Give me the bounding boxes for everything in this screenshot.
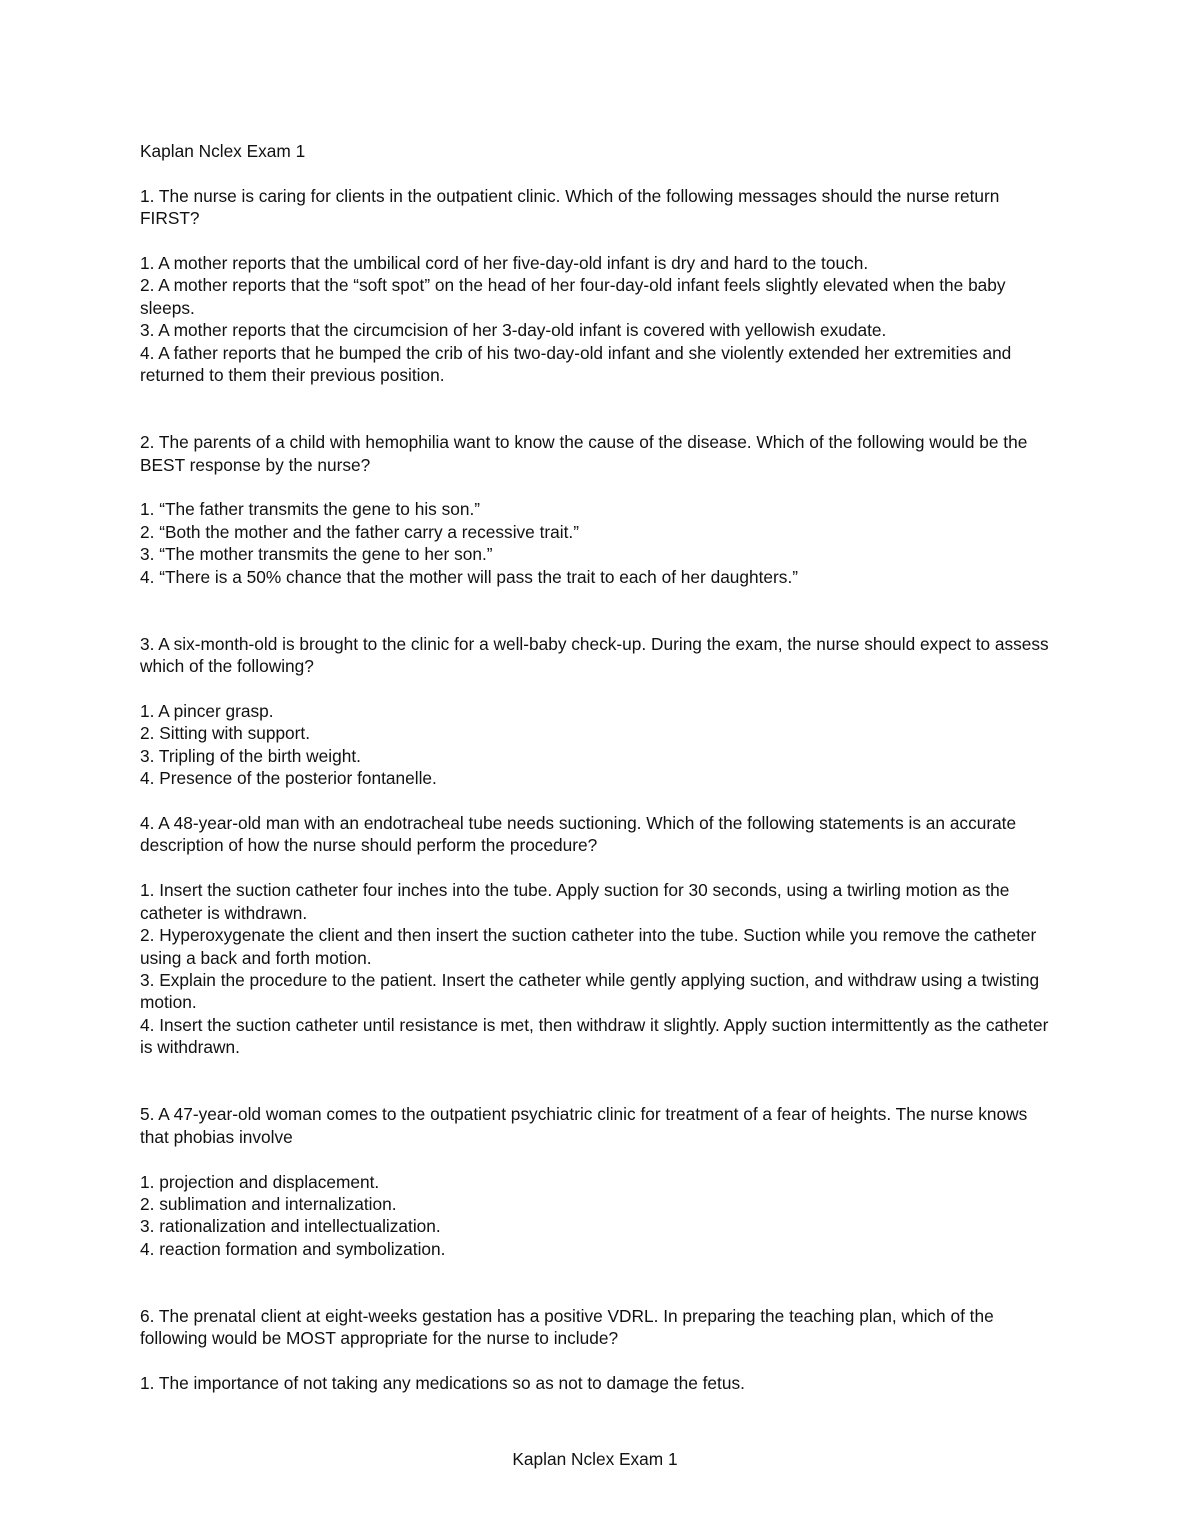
page-footer: Kaplan Nclex Exam 1 [512,1449,678,1469]
answer-options [140,252,1050,386]
answer-option: 2. “Both the mother and the father carry a recessive trait.” [140,521,579,542]
answer-option: 2. Sitting with support. [140,723,311,744]
answer-option: 2. sublimation and internalization. [140,1193,397,1214]
answer-option: 3. Tripling of the birth weight. [140,745,361,766]
answer-option: 1. Insert the suction catheter four inches into the tube. Apply suction for 30 seconds, using a twirling motion as the catheter is withdrawn. [140,880,1010,923]
page-content [140,140,1050,1395]
question-5 [140,1103,1050,1260]
answer-option: 4. “There is a 50% chance that the mother will pass the trait to each of her daughters.” [140,566,798,587]
answer-option: 1. A pincer grasp. [140,701,274,722]
spacer [140,790,1050,812]
answer-option: 3. “The mother transmits the gene to her son.” [140,544,493,565]
question-stem: 4. A 48-year-old man with an endotracheal tube needs suctioning. Which of the following statements is an accurate description of how the nurse should perform the procedure? [140,813,1017,856]
answer-option: 4. reaction formation and symbolization. [140,1238,446,1259]
answer-option: 1. A mother reports that the umbilical cord of her five-day-old infant is dry and hard to the touch. [140,253,869,273]
question-3 [140,633,1050,790]
question-stem: 6. The prenatal client at eight-weeks gestation has a positive VDRL. In preparing the teaching plan, which of the following would be MOST appropriate for the nurse to include? [140,1305,994,1349]
answer-options [140,879,1050,1058]
answer-option: 1. projection and displacement. [140,1171,380,1192]
question-6 [140,1305,1050,1395]
question-2 [140,431,1050,588]
spacer [140,588,1050,633]
answer-option: 1. “The father transmits the gene to his son.” [140,499,481,520]
answer-option: 2. A mother reports that the “soft spot” on the head of her four-day-old infant feels slightly elevated when the baby sleeps. [140,275,1006,318]
answer-options [140,1372,1050,1394]
question-stem: 2. The parents of a child with hemophilia want to know the cause of the disease. Which of the following would be the BEST response by the nurse? [140,432,1028,475]
document-title: Kaplan Nclex Exam 1 [140,141,306,161]
answer-options [140,1171,1050,1261]
spacer [140,386,1050,431]
answer-option: 4. Presence of the posterior fontanelle. [140,768,437,789]
question-4 [140,812,1050,1058]
answer-option: 4. Insert the suction catheter until resistance is met, then withdraw it slightly. Apply suction intermittently as the catheter is withdrawn. [140,1014,1049,1058]
spacer [140,1260,1050,1305]
question-stem: 5. A 47-year-old woman comes to the outpatient psychiatric clinic for treatment of a fear of heights. The nurse knows that phobias involve [140,1104,1028,1147]
answer-options [140,498,1050,588]
question-stem: 1. The nurse is caring for clients in the outpatient clinic. Which of the following messages should the nurse return FIRST? [140,185,1000,229]
spacer [140,1059,1050,1104]
answer-options [140,700,1050,790]
question-1 [140,185,1050,387]
answer-option: 3. A mother reports that the circumcision of her 3-day-old infant is covered with yellowish exudate. [140,320,887,341]
answer-option: 3. Explain the procedure to the patient. Insert the catheter while gently applying suction, and withdraw using a twisting motion. [140,969,1040,1013]
answer-option: 4. A father reports that he bumped the crib of his two-day-old infant and she violently extended her extremities and returned to them their previous position. [140,342,1012,386]
answer-option: 2. Hyperoxygenate the client and then insert the suction catheter into the tube. Suction while you remove the catheter using a back and forth motion. [140,925,1037,968]
question-stem: 3. A six-month-old is brought to the clinic for a well-baby check-up. During the exam, the nurse should expect to assess which of the following? [140,633,1049,677]
answer-option: 3. rationalization and intellectualization. [140,1216,441,1237]
answer-option: 1. The importance of not taking any medications so as not to damage the fetus. [140,1373,745,1394]
